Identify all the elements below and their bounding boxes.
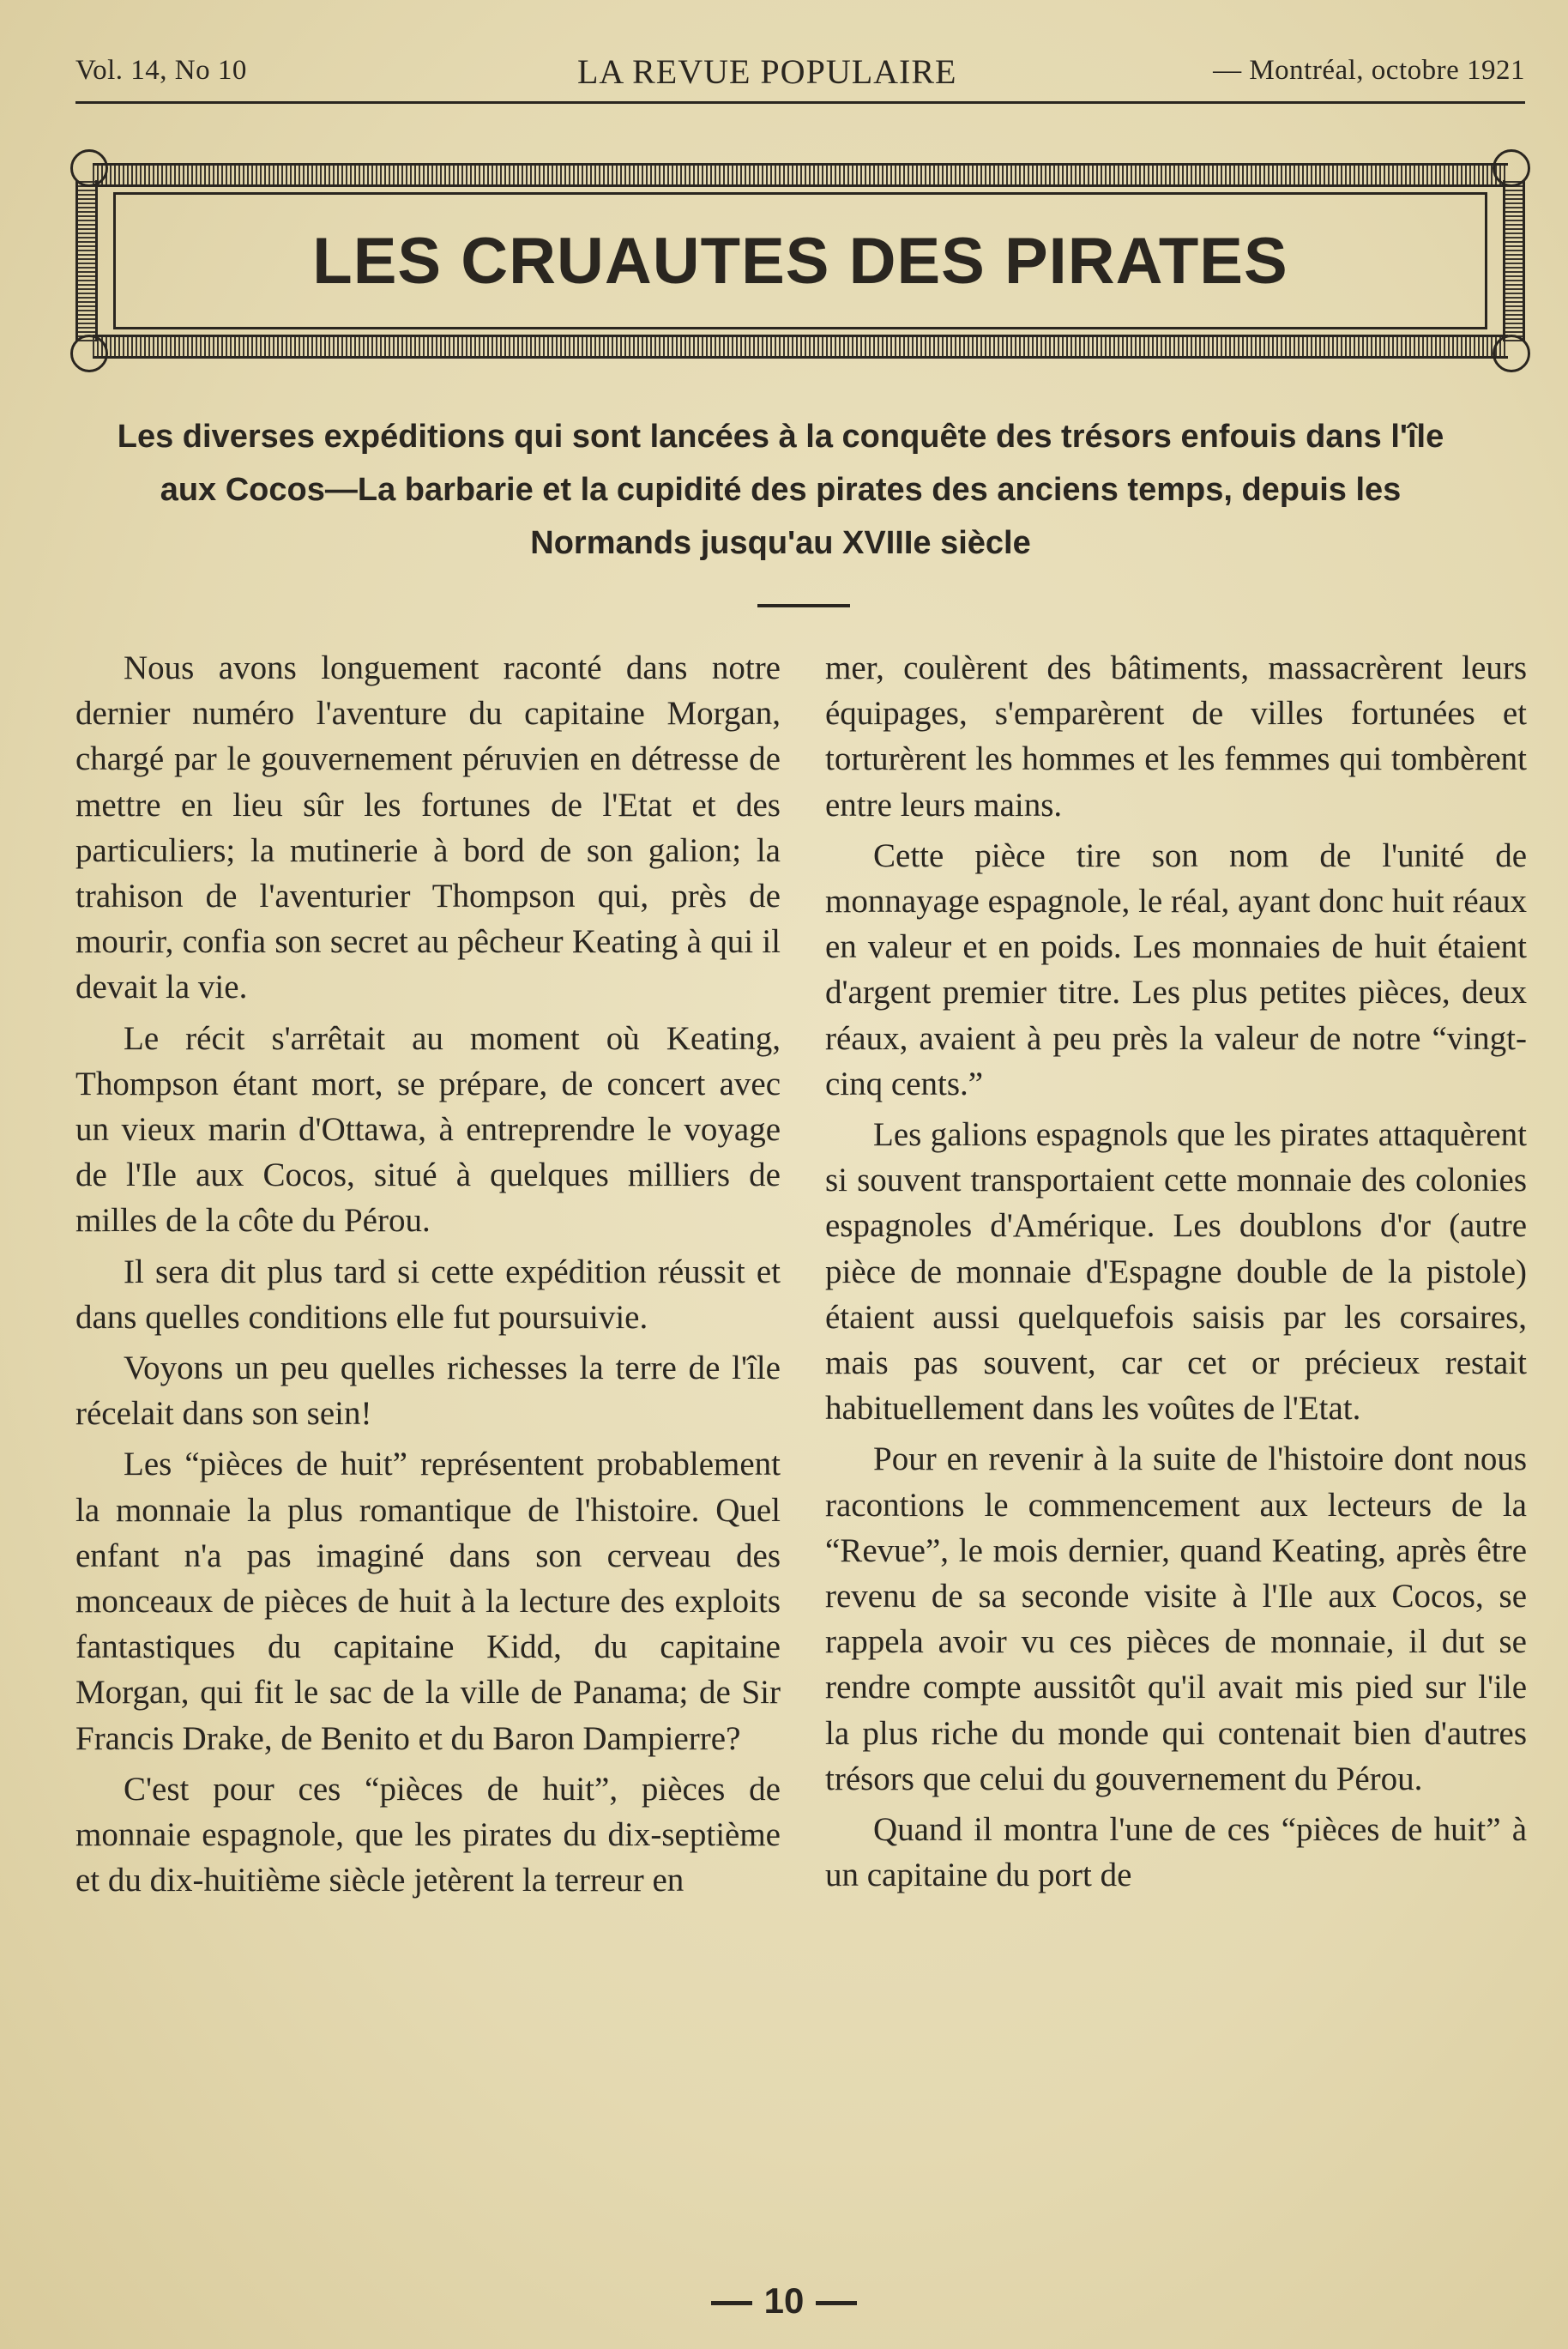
paragraph: Nous avons longuement raconté dans notre dernier numéro l'aventure du capitaine Morgan, chargé par le gouvernement péruvien en détresse de mettre en lieu sûr les fortunes de l'Etat et des particuliers; la mutinerie à bord de son galion; la trahison de l'aventurier Thompson qui, près de mourir, confia son secret au pêcheur Keating à qui il devait la vie.	[75, 649, 781, 1006]
right-column	[825, 645, 1527, 1903]
frame-scroll-ornament	[70, 149, 108, 187]
article-title: LES CRUAUTES DES PIRATES	[312, 224, 1288, 298]
frame-band-bottom	[93, 335, 1508, 359]
paragraph: Le récit s'arrêtait au moment où Keating, Thompson étant mort, se prépare, de concert avec un vieux marin d'Ottawa, à entreprendre le voyage de l'Ile aux Cocos, situé à quelques milliers de milles de la côte du Pérou.	[75, 1019, 781, 1240]
frame-scroll-ornament	[70, 335, 108, 372]
paragraph: Les galions espagnols que les pirates attaquèrent si souvent transportaient cette monnaie des colonies espagnoles d'Amérique. Les doublons d'or (autre pièce de monnaie d'Espagne double de la pistole) étaient aussi quelquefois saisis par les corsaires, mais pas souvent, car cet or précieux restait habituellement dans les voûtes de l'Etat.	[825, 1116, 1527, 1428]
paragraph: Les “pièces de huit” représentent probablement la monnaie la plus romantique de l'histoire. Quel enfant n'a pas imaginé dans son cerveau des monceaux de pièces de huit à la lecture des exploits fantastiques du capitaine Kidd, du capitaine Morgan, qui fit le sac de la ville de Panama; de Sir Francis Drake, de Benito et du Baron Dampierre?	[75, 1446, 781, 1757]
paragraph: Il sera dit plus tard si cette expédition réussit et dans quelles conditions elle fut poursuivie.	[75, 1253, 781, 1336]
frame-scroll-ornament	[1493, 335, 1530, 372]
publication-name: LA REVUE POPULAIRE	[577, 52, 957, 91]
page-number	[0, 2280, 1568, 2322]
paragraph: Quand il montra l'une de ces “pièces de huit” à un capitaine du port de	[825, 1811, 1527, 1894]
paragraph: Cette pièce tire son nom de l'unité de monnayage espagnole, le réal, ayant donc huit réaux en valeur et en poids. Les monnaies de huit étaient d'argent premier titre. Les plus petites pièces, deux réaux, avaient à peu près la valeur de notre “vingt-cinq cents.”	[825, 836, 1527, 1102]
paragraph: mer, coulèrent des bâtiments, massacrèrent leurs équipages, s'emparèrent de villes fortunées et torturèrent les hommes et les femmes qui tombèrent entre leurs mains.	[825, 649, 1527, 824]
frame-scroll-ornament	[1493, 149, 1530, 187]
folio-dash	[711, 2301, 752, 2305]
title-box	[113, 192, 1487, 329]
article-subtitle: Les diverses expéditions qui sont lancées à la conquête des trésors enfouis dans l'île aux Cocos—La barbarie et la cupidité des pirates des anciens temps, depuis les Normands jusqu'au XVIIIe siècle	[117, 419, 1444, 561]
title-frame	[75, 154, 1525, 367]
masthead-rule	[75, 101, 1525, 104]
paragraph: Pour en revenir à la suite de l'histoire dont nous racontions le commencement aux lecteurs de la “Revue”, le mois dernier, quand Keating, après être revenu de sa seconde visite à l'Ile aux Cocos, se rappela avoir vu ces pièces de monnaie, il dut se rendre compte aussitôt qu'il avait mis pied sur l'ile la plus riche du monde qui contenait bien d'autres trésors que celui du gouvernement du Pérou.	[825, 1440, 1527, 1797]
page-number-value: 10	[763, 2280, 805, 2321]
frame-side-left	[75, 180, 98, 341]
paragraph: C'est pour ces “pièces de huit”, pièces de monnaie espagnole, que les pirates du dix-septième et du dix-huitième siècle jetèrent la terreur en	[75, 1770, 781, 1899]
frame-side-right	[1503, 180, 1525, 341]
frame-band-top	[93, 163, 1508, 187]
section-divider	[757, 604, 850, 607]
paragraph: Voyons un peu quelles richesses la terre de l'île récelait dans son sein!	[75, 1350, 781, 1433]
left-column	[75, 645, 781, 1908]
place-date: — Montréal, octobre 1921	[1213, 55, 1525, 86]
folio-dash	[816, 2301, 857, 2305]
volume-number: Vol. 14, No 10	[75, 55, 247, 86]
masthead	[75, 50, 1525, 93]
